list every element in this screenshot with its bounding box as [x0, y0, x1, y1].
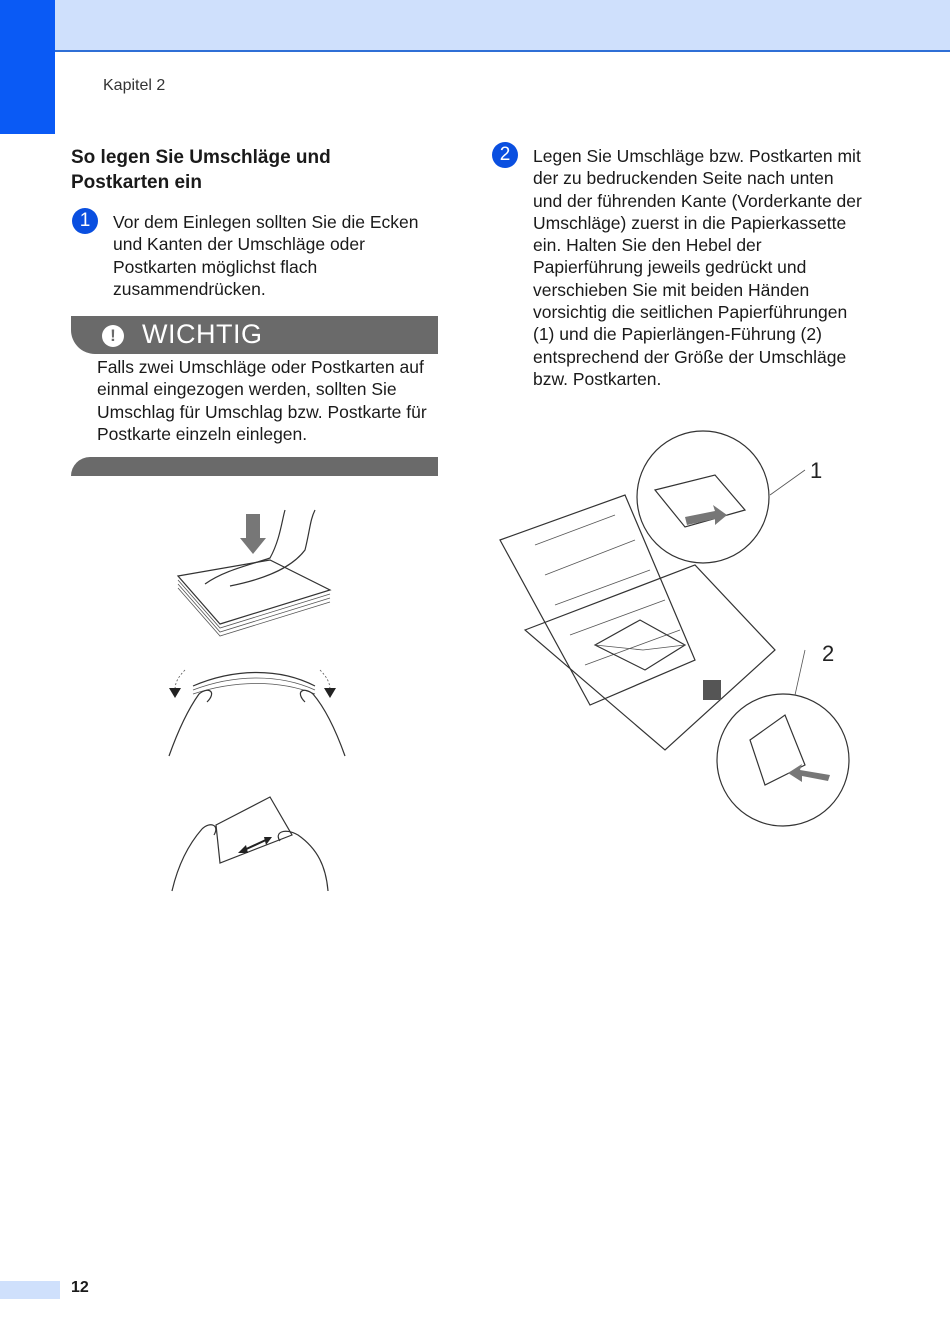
header-band — [0, 0, 950, 52]
illustration-bend-envelopes — [165, 668, 350, 758]
section-title: So legen Sie Umschläge und Postkarten ein — [71, 147, 331, 193]
chapter-tab — [0, 0, 55, 134]
curve-arrow-right-icon — [320, 670, 336, 698]
warning-footer-bar — [71, 457, 438, 476]
curve-arrow-left-icon — [169, 670, 185, 698]
paper-tray — [500, 495, 775, 750]
warning-text: Falls zwei Umschläge oder Postkarten auf einmal eingezogen werden, sollten Sie Umschlag für Umschlag bzw. Postkarte für Postkarte einzeln einlegen. — [97, 357, 427, 444]
exclamation-icon: ! — [102, 325, 124, 347]
callout-1: 1 — [810, 458, 823, 483]
length-guide — [703, 680, 721, 700]
warning-title: WICHTIG — [142, 319, 263, 349]
page-number: 12 — [71, 1279, 89, 1296]
step-1-badge: 1 — [72, 208, 98, 234]
detail-circle-bottom — [717, 650, 849, 826]
arrow-icon — [788, 764, 830, 782]
step-2-badge: 2 — [492, 142, 518, 168]
detail-circle-top — [637, 431, 805, 563]
illustration-paper-tray — [495, 435, 860, 835]
illustration-press-envelopes — [170, 510, 340, 630]
down-arrow-icon — [240, 514, 266, 554]
step-2-text: Legen Sie Umschläge bzw. Postkarten mit der zu bedruckenden Seite nach unten und der führenden Kante (Vorderkante der Umschläge) zuerst in die Papierkassette ein. Halten Sie den Hebel der Papierführung jeweils gedrückt und verschieben Sie mit beiden Händen vorsichtig die seitlichen Papierführungen (1) und die Papierlängen-Führung (2) entsprechend der Größe der Umschläge bzw. Postkarten. — [533, 146, 862, 389]
step-1-text: Vor dem Einlegen sollten Sie die Ecken und Kanten der Umschläge oder Postkarten möglichst flach zusammendrücken. — [113, 212, 419, 299]
footer-tab — [0, 1281, 60, 1299]
illustration-flatten-edge — [168, 795, 338, 895]
chapter-label: Kapitel 2 — [103, 77, 166, 94]
callout-2: 2 — [822, 641, 835, 666]
arrow-icon — [685, 505, 727, 525]
